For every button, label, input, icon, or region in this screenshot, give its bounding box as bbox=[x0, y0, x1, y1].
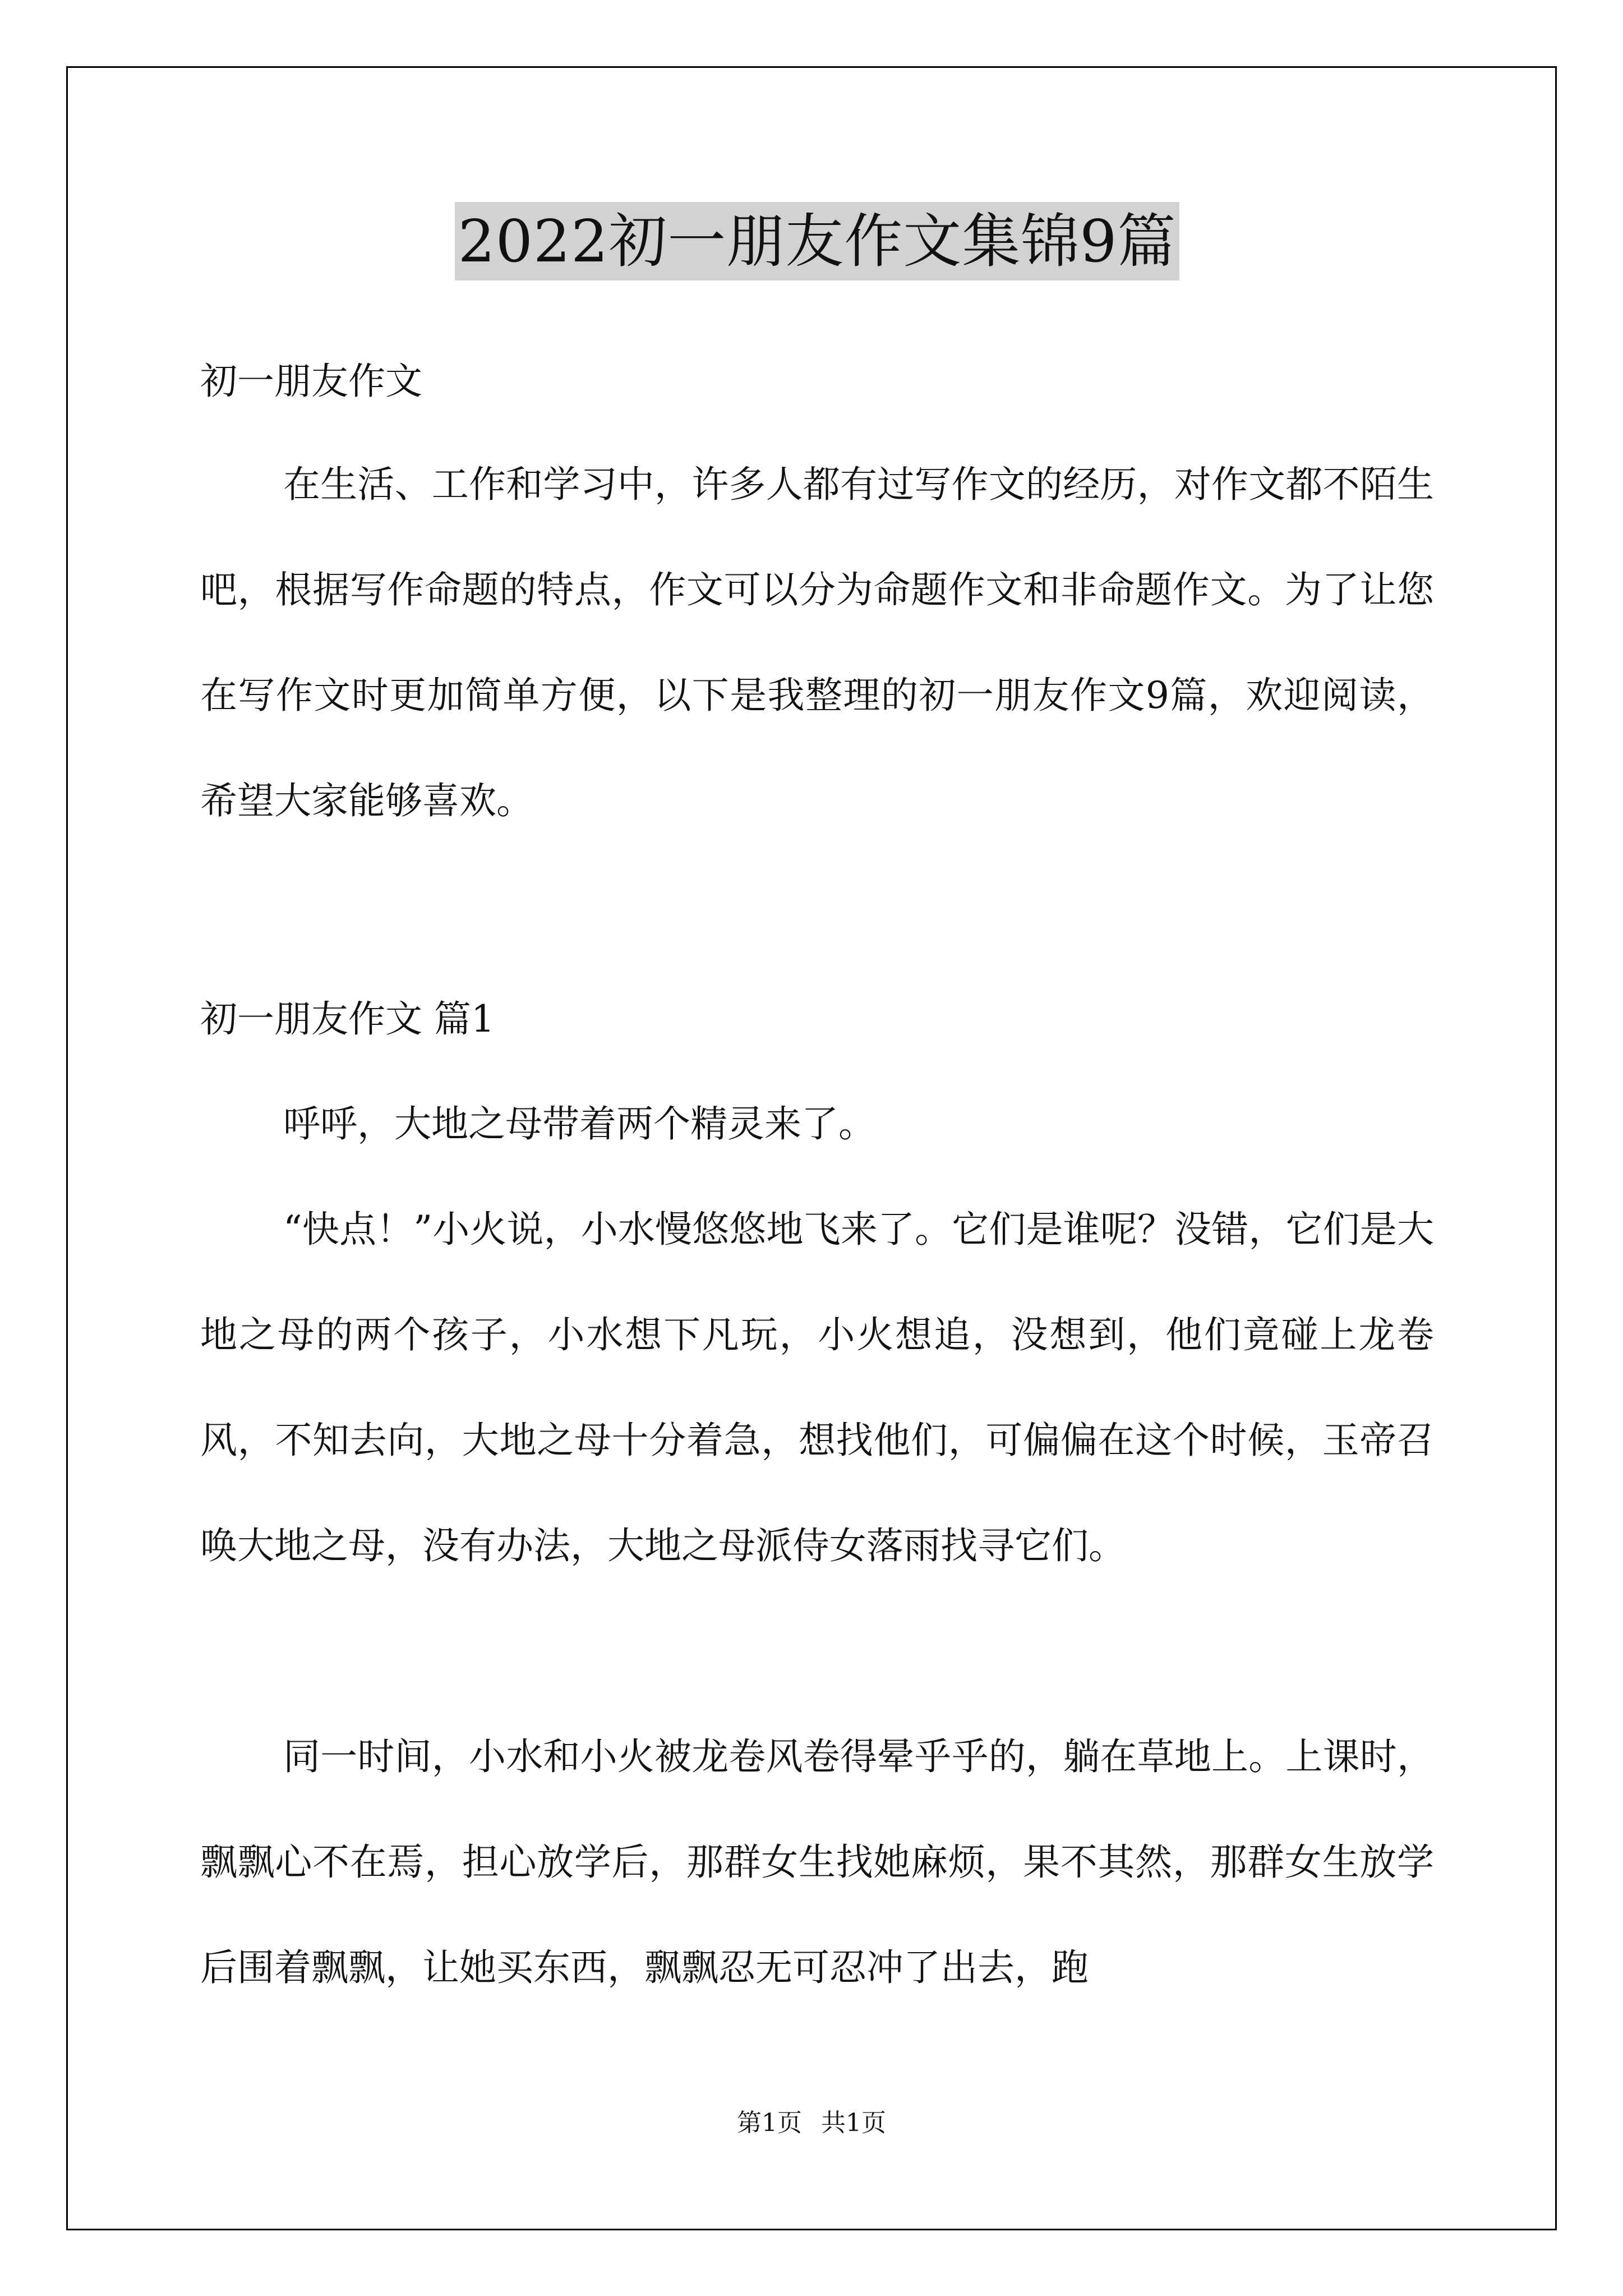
section-1-heading: 初一朋友作文 篇1 bbox=[200, 997, 495, 1041]
title-container bbox=[200, 202, 1434, 280]
page-footer: 第1页 共1页 bbox=[737, 2109, 886, 2137]
intro-heading: 初一朋友作文 bbox=[200, 360, 422, 403]
section-1-paragraph-3: 同一时间，小水和小火被龙卷风卷得晕乎乎的，躺在草地上。上课时，飘飘心不在焉，担心放学后，那群女生找她麻烦，果不其然，那群女生放学后围着飘飘，让她买东西，飘飘忍无可忍冲了出去，跑 bbox=[200, 1735, 1434, 1989]
section-1-paragraph-2: “快点！”小火说，小水慢悠悠地飞来了。它们是谁呢？没错，它们是大地之母的两个孩子，小水想下凡玩，小火想追，没想到，他们竟碰上龙卷风，不知去向，大地之母十分着急，想找他们，可偏偏在这个时候，玉帝召唤大地之母，没有办法，大地之母派侍女落雨找寻它们。 bbox=[200, 1208, 1434, 1567]
section-1-paragraph-1: 呼呼，大地之母带着两个精灵来了。 bbox=[283, 1102, 875, 1145]
document-title: 2022初一朋友作文集锦9篇 bbox=[455, 202, 1180, 280]
intro-paragraph: 在生活、工作和学习中，许多人都有过写作文的经历，对作文都不陌生吧，根据写作命题的特点，作文可以分为命题作文和非命题作文。为了让您在写作文时更加简单方便，以下是我整理的初一朋友作文9篇，欢迎阅读，希望大家能够喜欢。 bbox=[200, 463, 1434, 822]
